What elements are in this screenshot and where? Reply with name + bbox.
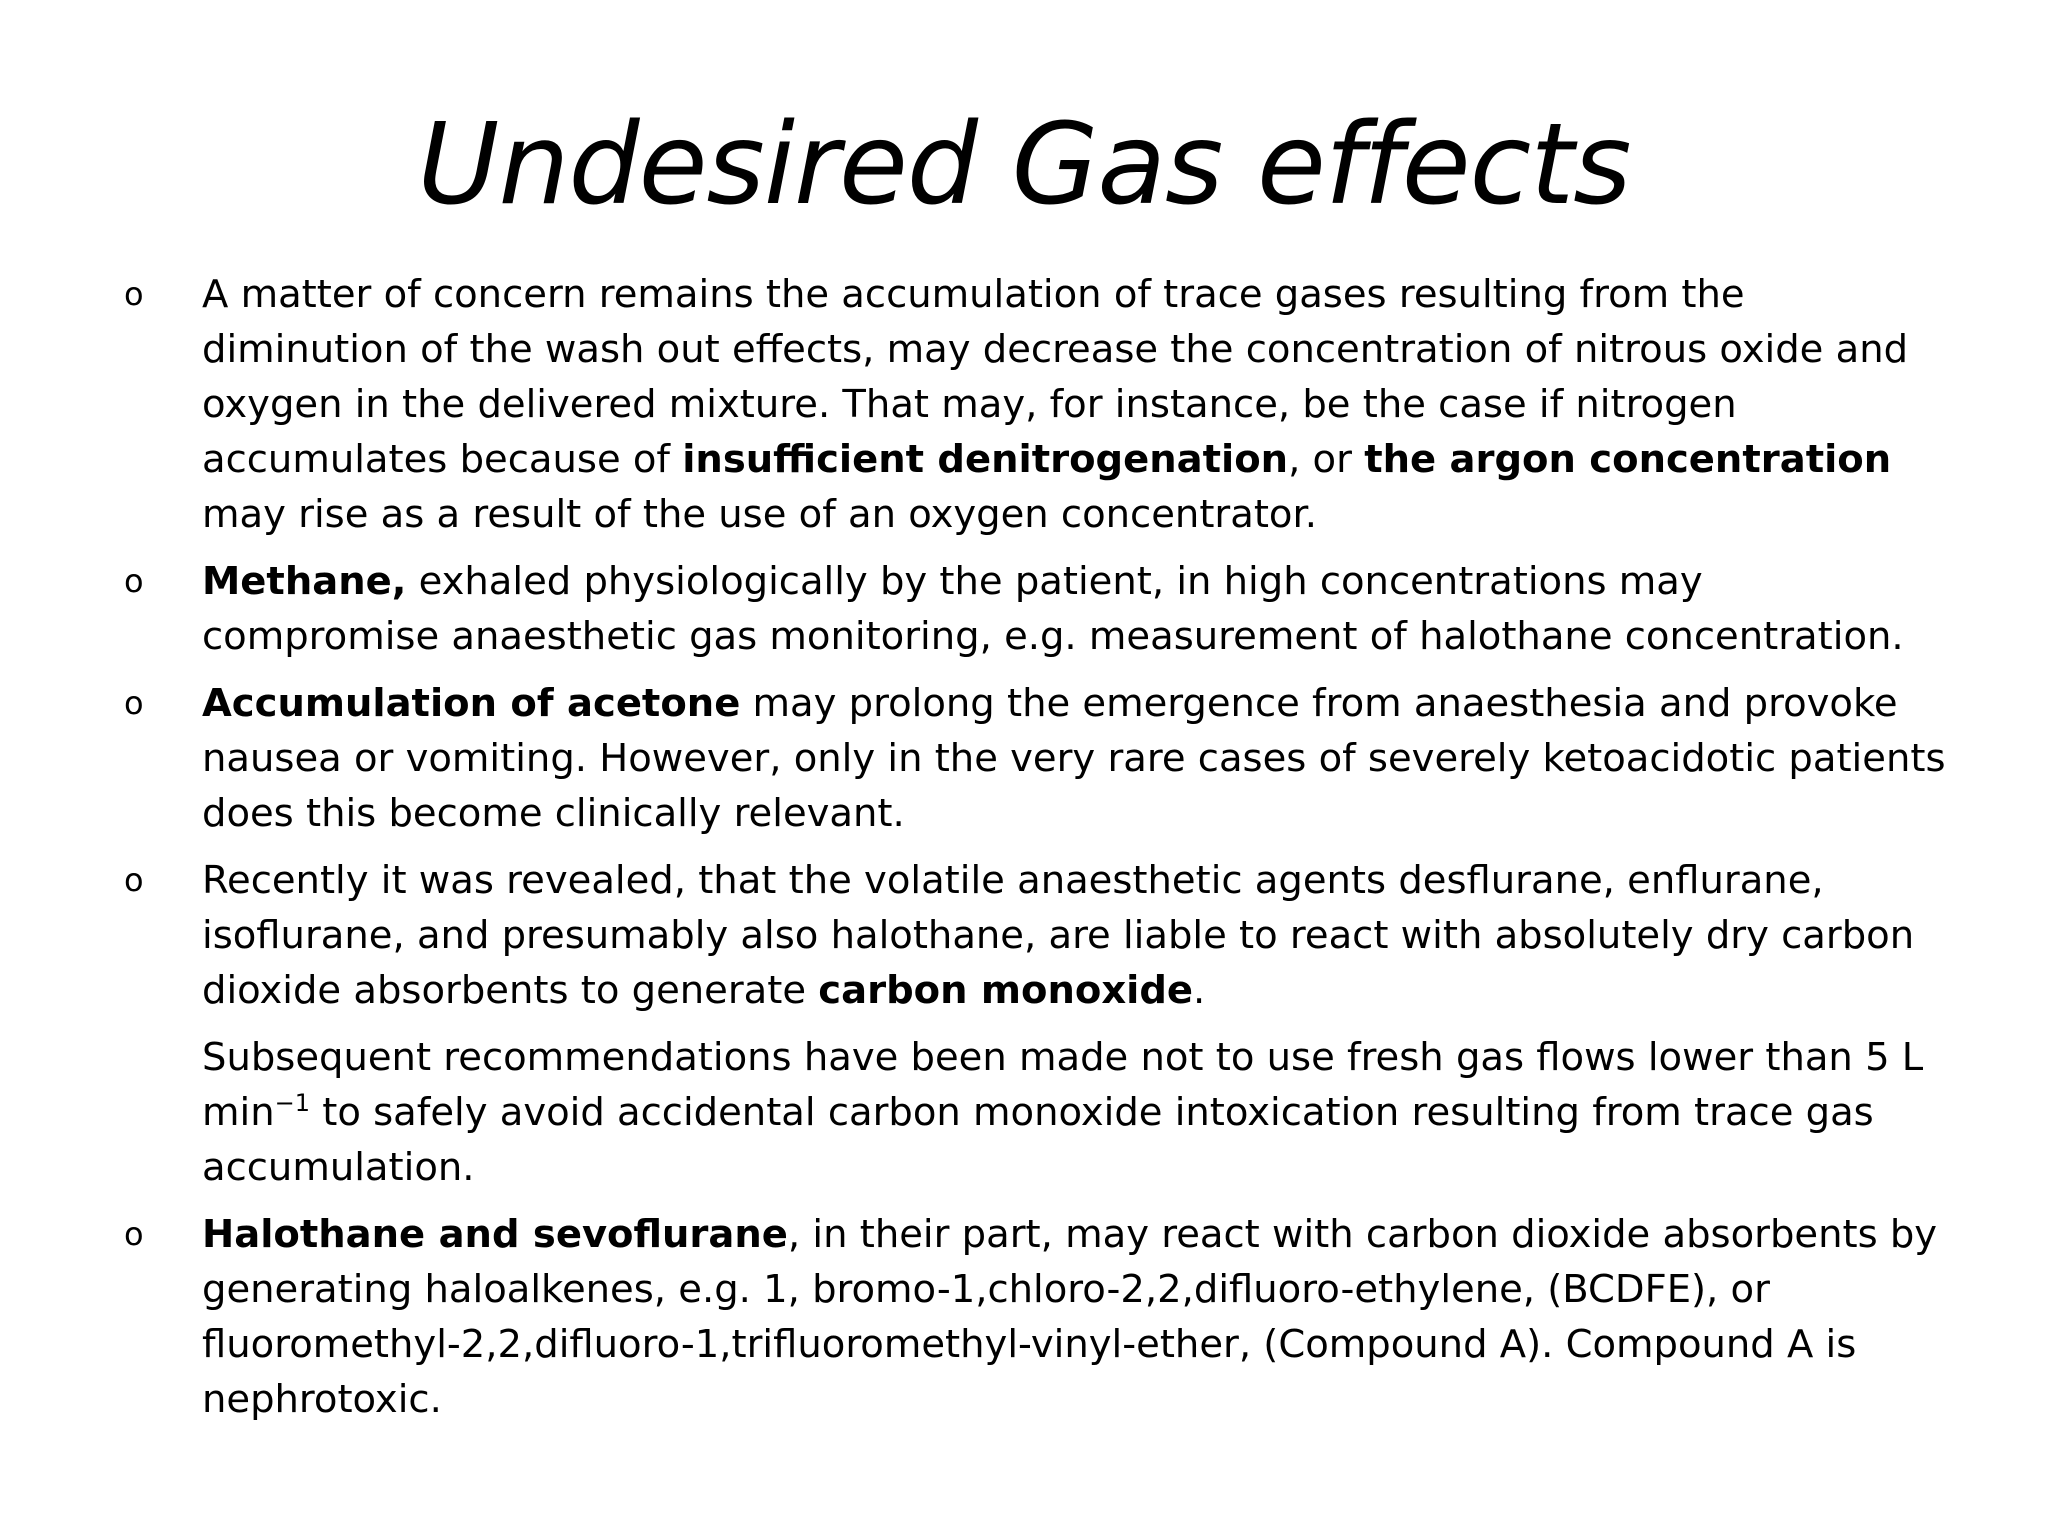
text-run: A matter of concern remains the accumulation of trace gases resulting from the diminution of the wash out effects, may decrease the concentration of nitrous oxide and oxygen in the delivered mixture. That may, for instance, be the case if nitrogen accumulates because of xyxy=(202,272,1909,482)
bullet-item-acetone xyxy=(120,676,1950,841)
text-run: , or xyxy=(1288,437,1365,482)
bold-term: carbon monoxide xyxy=(818,968,1194,1013)
bullet-item-trace-gases xyxy=(120,267,1950,542)
text-run: may rise as a result of the use of an oxygen concentrator. xyxy=(202,492,1318,537)
bullet-marker: o xyxy=(124,861,144,899)
text-run: exhaled physiologically by the patient, in high concentrations may compromise anaesthetic gas monitoring, e.g. measurement of halothane concentration. xyxy=(202,559,1904,659)
bullet-continuation-text xyxy=(202,1030,1950,1195)
bullet-text xyxy=(202,1207,1950,1427)
bullet-marker: o xyxy=(124,275,144,313)
text-run: may prolong the emergence from anaesthesia and provoke nausea or vomiting. However, only in the very rare cases of severely ketoacidotic patients does this become clinically relevant. xyxy=(202,681,1946,836)
text-run: to safely avoid accidental carbon monoxide intoxication resulting from trace gas accumulation. xyxy=(202,1090,1874,1190)
bold-term: Accumulation of acetone xyxy=(202,681,741,726)
text-run: , in their part, may react with carbon dioxide absorbents by generating haloalkenes, e.g. 1, bromo-1,chloro-2,2,difluoro-ethylene, (BCDFE), or fluoromethyl-2,2,difluoro-1,trifluoromethyl-vinyl-ether, (Compound A). Compound A is nephrotoxic. xyxy=(202,1212,1938,1422)
bullet-text xyxy=(202,554,1950,664)
bullet-text xyxy=(202,853,1950,1018)
bullet-item-carbon-monoxide xyxy=(120,853,1950,1195)
bold-term: Methane, xyxy=(202,559,407,604)
slide-title: Undesired Gas effects xyxy=(417,100,1631,230)
text-run: . xyxy=(1193,968,1206,1013)
bullet-marker: o xyxy=(124,684,144,722)
bullet-marker: o xyxy=(124,1215,144,1253)
bullet-item-halothane-sevoflurane xyxy=(120,1207,1950,1427)
bullet-list xyxy=(120,267,1950,1439)
bullet-item-methane xyxy=(120,554,1950,664)
bold-term: the argon concentration xyxy=(1364,437,1892,482)
bullet-text xyxy=(202,676,1950,841)
text-run: Recently it was revealed, that the volatile anaesthetic agents desflurane, enflurane, isoflurane, and presumably also halothane, are liable to react with absolutely dry carbon dioxide absorbents to generate xyxy=(202,858,1915,1013)
bold-term: Halothane and sevoflurane xyxy=(202,1212,788,1257)
text-run: Subsequent recommendations have been made not to use fresh gas flows lower than 5 L min xyxy=(202,1035,1924,1135)
superscript: −1 xyxy=(274,1089,310,1117)
bullet-marker: o xyxy=(124,562,144,600)
bold-term: insufficient denitrogenation xyxy=(682,437,1289,482)
bullet-text xyxy=(202,267,1950,542)
